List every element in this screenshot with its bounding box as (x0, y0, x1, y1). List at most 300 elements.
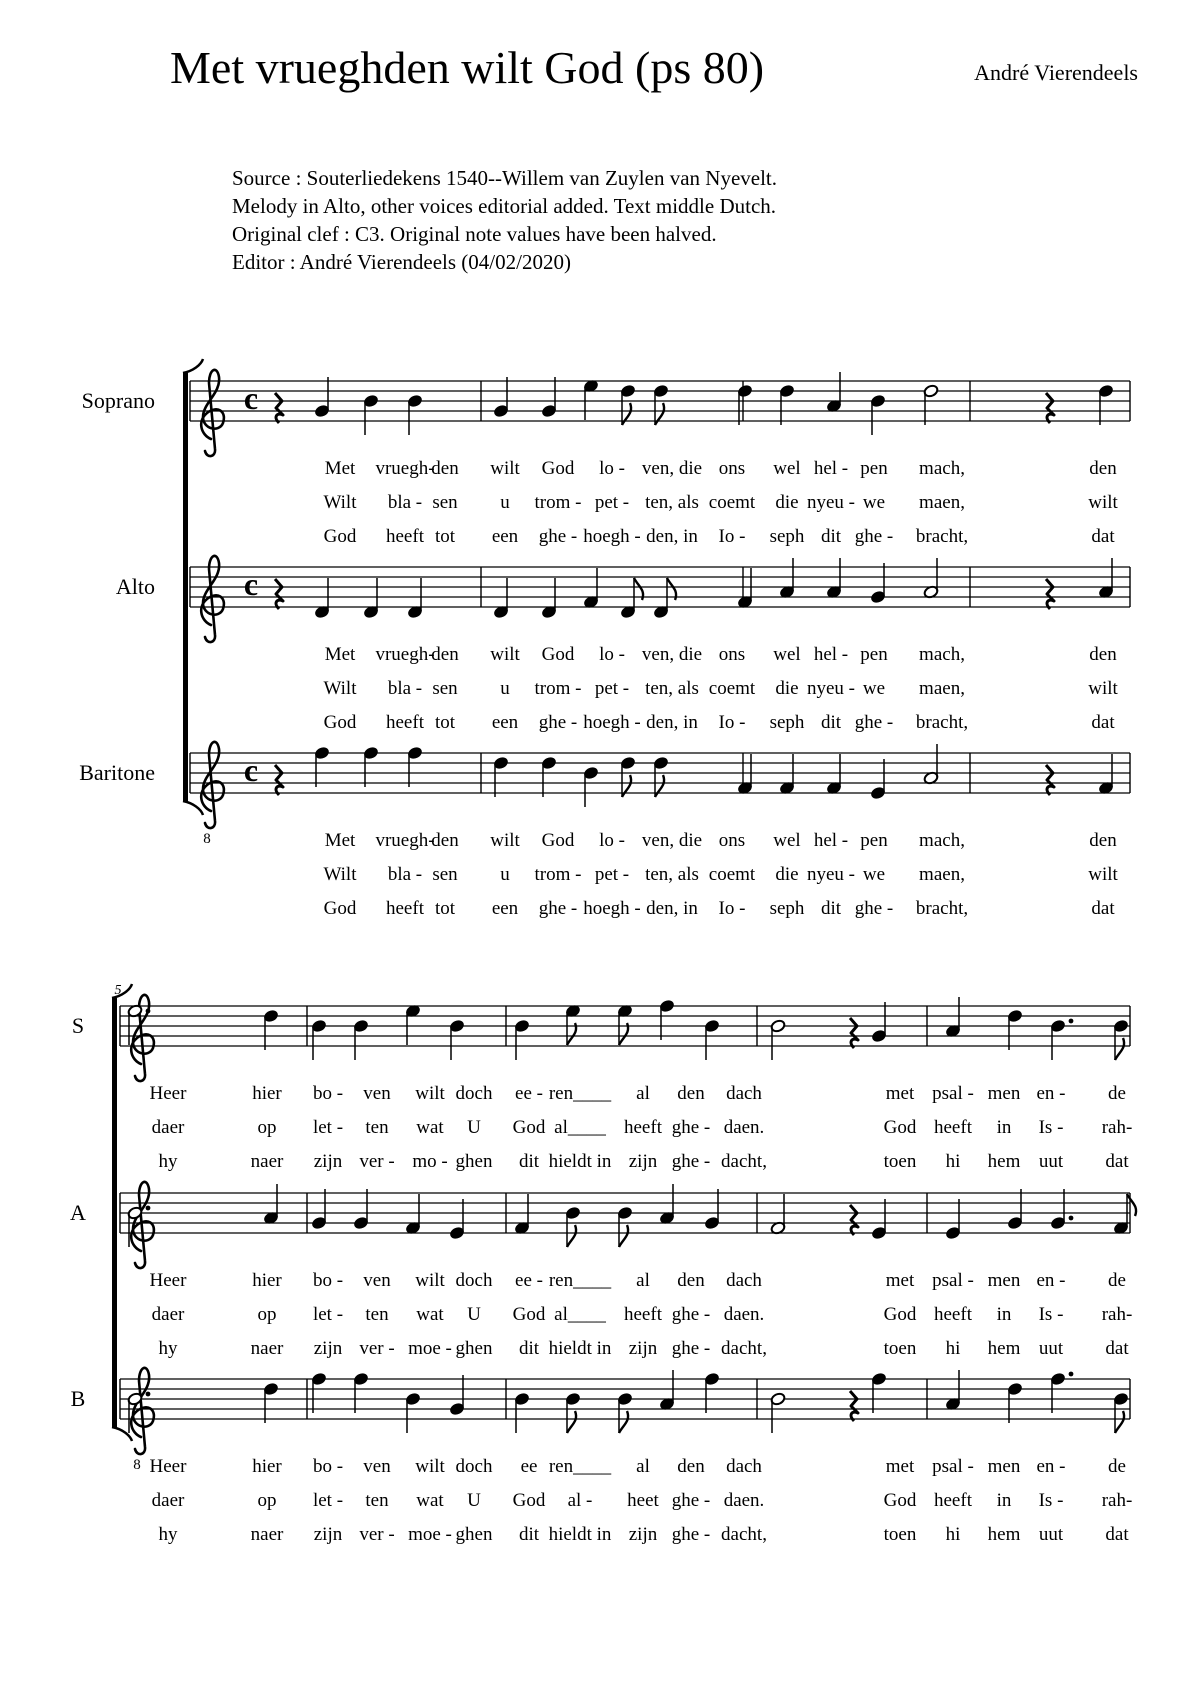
lyric-syllable: ghe - (854, 526, 894, 547)
note-flag (567, 1225, 576, 1247)
lyric-syllable: God (541, 644, 575, 665)
lyric-syllable: ren____ (548, 1270, 612, 1291)
lyric-syllable: al____ (554, 1304, 606, 1325)
lyric-syllable: Heer (149, 1083, 187, 1104)
lyric-syllable: coemt (708, 864, 756, 885)
lyric-syllable: ven, die (641, 830, 703, 851)
lyric-syllable: daer (151, 1490, 185, 1511)
lyric-syllable: trom - (534, 678, 582, 699)
lyric-syllable: God (323, 712, 357, 733)
lyric-syllable: een (491, 898, 519, 919)
lyric-syllable: seph (769, 898, 805, 919)
lyric-syllable: vruegh- (375, 458, 435, 479)
lyric-syllable: psal - (932, 1456, 974, 1477)
lyric-syllable: en - (1036, 1270, 1066, 1291)
note-flag (619, 1225, 628, 1247)
lyric-syllable: hoegh - (583, 898, 641, 919)
lyric-syllable: psal - (932, 1270, 974, 1291)
lyric-syllable: God (883, 1304, 917, 1325)
lyric-syllable: bracht, (915, 898, 969, 919)
lyric-syllable: die (775, 678, 799, 699)
lyric-syllable: wilt (1088, 678, 1118, 699)
lyric-syllable: ons (718, 458, 746, 479)
lyric-syllable: God (541, 458, 575, 479)
lyric-syllable: pen (860, 644, 888, 665)
lyric-syllable: men (987, 1456, 1021, 1477)
lyric-syllable: wel (773, 830, 801, 851)
lyric-syllable: bla - (387, 492, 423, 513)
lyric-syllable: heeft (624, 1304, 662, 1325)
note-flag (1115, 1038, 1124, 1060)
lyric-syllable: dat (1091, 712, 1115, 733)
lyric-syllable: den (677, 1083, 705, 1104)
lyric-syllable: Wilt (323, 864, 357, 885)
augmentation-dot (146, 1206, 151, 1211)
lyric-syllable: let - (312, 1304, 344, 1325)
treble-clef-icon (131, 1368, 154, 1454)
lyric-syllable: tot (434, 526, 456, 547)
lyric-syllable: Io - (718, 526, 746, 547)
lyric-syllable: al____ (554, 1117, 606, 1138)
lyric-syllable: hy (158, 1151, 178, 1172)
lyric-syllable: hy (158, 1524, 178, 1545)
lyric-syllable: mach, (919, 830, 965, 851)
lyric-syllable: doch (455, 1083, 493, 1104)
lyric-syllable: rah- (1101, 1117, 1133, 1138)
lyric-syllable: dit (518, 1151, 540, 1172)
lyric-syllable: moe - (408, 1524, 452, 1545)
augmentation-dot (1069, 1216, 1074, 1221)
lyric-syllable: den (1089, 830, 1117, 851)
lyric-syllable: tot (434, 898, 456, 919)
measure-number: 5 (114, 983, 122, 998)
lyric-syllable: doch (455, 1456, 493, 1477)
staff-label: S (71, 1013, 85, 1038)
augmentation-dot (146, 1009, 151, 1014)
lyric-syllable: hel - (813, 644, 849, 665)
quarter-rest-icon (850, 1018, 858, 1048)
lyric-syllable: U (467, 1117, 481, 1138)
lyric-syllable: in (996, 1490, 1012, 1511)
lyric-syllable: heeft (624, 1117, 662, 1138)
lyric-syllable: ghe - (671, 1151, 711, 1172)
treble-clef-icon (201, 370, 224, 456)
composer-name: André Vierendeels (974, 60, 1138, 85)
octave-mark: 8 (203, 831, 211, 847)
lyric-syllable: toen (883, 1524, 917, 1545)
lyric-syllable: nyeu - (806, 492, 856, 513)
lyric-syllable: we (862, 678, 886, 699)
lyric-syllable: op (257, 1490, 277, 1511)
lyric-syllable: ver - (359, 1151, 395, 1172)
lyric-syllable: hi (945, 1338, 961, 1359)
lyric-syllable: pen (860, 458, 888, 479)
lyric-syllable: die (775, 492, 799, 513)
lyric-syllable: tot (434, 712, 456, 733)
lyric-syllable: God (512, 1490, 546, 1511)
lyric-syllable: ven (363, 1083, 391, 1104)
note-flag (655, 775, 664, 797)
lyric-syllable: psal - (932, 1083, 974, 1104)
lyric-syllable: ghe - (538, 526, 578, 547)
staff-label: Soprano (81, 388, 155, 413)
lyric-syllable: ten (365, 1490, 389, 1511)
lyric-syllable: den (431, 644, 459, 665)
lyric-syllable: ghe - (671, 1490, 711, 1511)
lyric-syllable: ghe - (671, 1338, 711, 1359)
lyric-syllable: toen (883, 1338, 917, 1359)
bracket-hook (183, 801, 203, 815)
lyric-syllable: hieldt in (548, 1524, 612, 1545)
lyric-syllable: ee - (515, 1270, 543, 1291)
lyric-syllable: God (323, 898, 357, 919)
lyric-syllable: dach (726, 1083, 762, 1104)
lyric-syllable: op (257, 1117, 277, 1138)
lyric-syllable: en - (1036, 1456, 1066, 1477)
lyric-syllable: heet (627, 1490, 659, 1511)
note-flag (655, 403, 664, 425)
time-signature: c (243, 752, 259, 788)
lyric-syllable: ren____ (548, 1456, 612, 1477)
lyric-syllable: ee (520, 1456, 538, 1477)
note-flag (619, 1411, 628, 1433)
lyric-syllable: hieldt in (548, 1338, 612, 1359)
lyric-syllable: ghe - (671, 1117, 711, 1138)
quarter-rest-icon (275, 393, 283, 423)
lyric-syllable: sen (432, 492, 458, 513)
lyric-syllable: heeft (934, 1490, 972, 1511)
lyric-syllable: naer (250, 1338, 284, 1359)
lyric-syllable: bla - (387, 678, 423, 699)
lyric-syllable: maen, (919, 678, 965, 699)
lyric-syllable: Heer (149, 1270, 187, 1291)
lyric-syllable: hier (252, 1456, 282, 1477)
lyric-syllable: ver - (359, 1524, 395, 1545)
lyric-syllable: lo - (599, 458, 625, 479)
lyric-syllable: uut (1038, 1524, 1064, 1545)
quarter-rest-icon (1046, 393, 1054, 423)
lyric-syllable: wat (416, 1490, 444, 1511)
lyric-syllable: rah- (1101, 1304, 1133, 1325)
lyric-syllable: sen (432, 864, 458, 885)
lyric-syllable: God (512, 1117, 546, 1138)
lyric-syllable: hier (252, 1083, 282, 1104)
lyric-syllable: in (996, 1304, 1012, 1325)
lyric-syllable: U (467, 1490, 481, 1511)
lyric-syllable: lo - (599, 644, 625, 665)
lyric-syllable: hem (987, 1524, 1021, 1545)
augmentation-dot (1069, 1019, 1074, 1024)
lyric-syllable: ghe - (671, 1524, 711, 1545)
lyric-syllable: hi (945, 1524, 961, 1545)
system-bracket (183, 373, 188, 801)
lyric-syllable: maen, (919, 864, 965, 885)
lyric-syllable: ven (363, 1456, 391, 1477)
lyric-syllable: den (1089, 458, 1117, 479)
lyric-syllable: een (491, 526, 519, 547)
lyric-syllable: dach (726, 1270, 762, 1291)
lyric-syllable: heeft (386, 526, 424, 547)
lyric-syllable: u (500, 492, 510, 513)
lyric-syllable: trom - (534, 492, 582, 513)
system-bracket (112, 998, 117, 1427)
lyric-syllable: ghe - (538, 712, 578, 733)
lyric-syllable: met (885, 1083, 915, 1104)
lyric-syllable: een (491, 712, 519, 733)
augmentation-dot (1069, 1372, 1074, 1377)
lyric-syllable: seph (769, 712, 805, 733)
lyric-syllable: hi (945, 1151, 961, 1172)
lyric-syllable: zijn (628, 1524, 658, 1545)
lyric-syllable: uut (1038, 1151, 1064, 1172)
lyric-syllable: heeft (934, 1304, 972, 1325)
lyric-syllable: wilt (415, 1083, 445, 1104)
lyric-syllable: dit (820, 898, 842, 919)
note-flag (622, 403, 631, 425)
lyric-syllable: bo - (312, 1456, 344, 1477)
lyric-syllable: ee - (515, 1083, 543, 1104)
lyric-syllable: seph (769, 526, 805, 547)
lyric-syllable: hieldt in (548, 1151, 612, 1172)
lyric-syllable: zijn (628, 1151, 658, 1172)
lyric-syllable: de (1108, 1083, 1126, 1104)
bracket-hook (183, 359, 203, 373)
lyric-syllable: God (541, 830, 575, 851)
lyric-syllable: dat (1105, 1151, 1129, 1172)
lyric-syllable: doch (455, 1270, 493, 1291)
lyric-syllable: wel (773, 644, 801, 665)
lyric-syllable: Met (324, 830, 356, 851)
octave-mark: 8 (133, 1457, 141, 1473)
note-flag (1115, 1411, 1124, 1433)
lyric-syllable: den (677, 1456, 705, 1477)
lyric-syllable: zijn (313, 1524, 343, 1545)
lyric-syllable: hoegh - (583, 712, 641, 733)
lyric-syllable: mach, (919, 644, 965, 665)
lyric-syllable: hel - (813, 830, 849, 851)
lyric-syllable: let - (312, 1490, 344, 1511)
augmentation-dot (146, 1392, 151, 1397)
lyric-syllable: trom - (534, 864, 582, 885)
quarter-rest-icon (1046, 765, 1054, 795)
lyric-syllable: den, in (646, 712, 698, 733)
lyric-syllable: Wilt (323, 492, 357, 513)
lyric-syllable: mach, (919, 458, 965, 479)
lyric-syllable: ten (365, 1304, 389, 1325)
lyric-syllable: al - (567, 1490, 593, 1511)
quarter-rest-icon (275, 765, 283, 795)
note-line: Editor : André Vierendeels (04/02/2020) (232, 250, 571, 274)
lyric-syllable: bracht, (915, 526, 969, 547)
lyric-syllable: ghen (455, 1524, 493, 1545)
lyric-syllable: ons (718, 644, 746, 665)
lyric-syllable: dach (726, 1456, 762, 1477)
lyric-syllable: uut (1038, 1338, 1064, 1359)
lyric-syllable: heeft (386, 898, 424, 919)
lyric-syllable: men (987, 1083, 1021, 1104)
lyric-syllable: heeft (934, 1117, 972, 1138)
lyric-syllable: ghe - (854, 898, 894, 919)
lyric-syllable: we (862, 492, 886, 513)
lyric-syllable: rah- (1101, 1490, 1133, 1511)
lyric-syllable: met (885, 1270, 915, 1291)
lyric-syllable: ten, als (645, 864, 699, 885)
treble-clef-icon (131, 1182, 154, 1268)
lyric-syllable: ghen (455, 1151, 493, 1172)
lyric-syllable: hier (252, 1270, 282, 1291)
lyric-syllable: de (1108, 1270, 1126, 1291)
lyric-syllable: wilt (490, 644, 520, 665)
lyric-syllable: Met (324, 458, 356, 479)
lyric-syllable: den (677, 1270, 705, 1291)
lyric-syllable: Is - (1038, 1490, 1064, 1511)
time-signature: c (243, 566, 259, 602)
lyric-syllable: ver - (359, 1338, 395, 1359)
note-flag (567, 1411, 576, 1433)
lyric-syllable: den (431, 830, 459, 851)
lyric-syllable: ghe - (538, 898, 578, 919)
lyric-syllable: den, in (646, 526, 698, 547)
lyric-syllable: pet - (594, 492, 630, 513)
lyric-syllable: toen (883, 1151, 917, 1172)
lyric-syllable: nyeu - (806, 678, 856, 699)
lyric-syllable: den (431, 458, 459, 479)
lyric-syllable: we (862, 864, 886, 885)
note-flag (622, 775, 631, 797)
lyric-syllable: dit (518, 1338, 540, 1359)
lyric-syllable: dit (820, 526, 842, 547)
lyric-syllable: dit (518, 1524, 540, 1545)
lyric-syllable: God (512, 1304, 546, 1325)
lyric-syllable: ven, die (641, 644, 703, 665)
lyric-syllable: Is - (1038, 1304, 1064, 1325)
lyric-syllable: op (257, 1304, 277, 1325)
quarter-rest-icon (1046, 579, 1054, 609)
lyric-syllable: bracht, (915, 712, 969, 733)
lyric-syllable: ren____ (548, 1083, 612, 1104)
lyric-syllable: wat (416, 1117, 444, 1138)
quarter-rest-icon (850, 1205, 858, 1235)
lyric-syllable: pet - (594, 864, 630, 885)
lyric-syllable: dacht, (721, 1524, 767, 1545)
lyric-syllable: ten, als (645, 678, 699, 699)
lyric-syllable: daer (151, 1117, 185, 1138)
lyric-syllable: U (467, 1304, 481, 1325)
lyric-syllable: vruegh- (375, 830, 435, 851)
lyric-syllable: wel (773, 458, 801, 479)
lyric-syllable: coemt (708, 678, 756, 699)
staff-label: B (70, 1386, 86, 1411)
lyric-syllable: al (636, 1083, 650, 1104)
lyric-syllable: Is - (1038, 1117, 1064, 1138)
lyric-syllable: ghe - (854, 712, 894, 733)
lyric-syllable: den (1089, 644, 1117, 665)
lyric-syllable: zijn (628, 1338, 658, 1359)
lyric-syllable: dit (820, 712, 842, 733)
lyric-syllable: God (323, 526, 357, 547)
lyric-syllable: bla - (387, 864, 423, 885)
time-signature: c (243, 380, 259, 416)
lyric-syllable: u (500, 864, 510, 885)
lyric-syllable: pen (860, 830, 888, 851)
quarter-rest-icon (275, 579, 283, 609)
lyric-syllable: wilt (490, 458, 520, 479)
lyric-syllable: ven (363, 1270, 391, 1291)
lyric-syllable: zijn (313, 1151, 343, 1172)
treble-clef-icon (201, 556, 224, 642)
staff-label: Alto (115, 574, 155, 599)
note-line: Source : Souterliedekens 1540--Willem van Zuylen van Nyevelt. (232, 166, 778, 190)
lyric-syllable: ghen (455, 1338, 493, 1359)
lyric-syllable: dat (1105, 1524, 1129, 1545)
lyric-syllable: daen. (723, 1117, 765, 1138)
lyric-syllable: den, in (646, 898, 698, 919)
lyric-syllable: wilt (1088, 864, 1118, 885)
lyric-syllable: pet - (594, 678, 630, 699)
treble-clef-icon (201, 742, 224, 828)
lyric-syllable: hel - (813, 458, 849, 479)
lyric-syllable: dat (1105, 1338, 1129, 1359)
lyric-syllable: wilt (490, 830, 520, 851)
piece-title: Met vrueghden wilt God (ps 80) (170, 42, 765, 93)
lyric-syllable: vruegh- (375, 644, 435, 665)
staff-label: Baritone (79, 760, 155, 785)
lyric-syllable: lo - (599, 830, 625, 851)
lyric-syllable: nyeu - (806, 864, 856, 885)
lyric-syllable: hem (987, 1151, 1021, 1172)
lyric-syllable: hoegh - (583, 526, 641, 547)
lyric-syllable: al (636, 1270, 650, 1291)
lyric-syllable: God (883, 1117, 917, 1138)
lyric-syllable: maen, (919, 492, 965, 513)
lyric-syllable: ten, als (645, 492, 699, 513)
lyric-syllable: men (987, 1270, 1021, 1291)
lyric-syllable: zijn (313, 1338, 343, 1359)
lyric-syllable: Heer (149, 1456, 187, 1477)
lyric-syllable: dacht, (721, 1338, 767, 1359)
lyric-syllable: bo - (312, 1270, 344, 1291)
lyric-syllable: dat (1091, 526, 1115, 547)
lyric-syllable: daen. (723, 1490, 765, 1511)
lyric-syllable: mo - (412, 1151, 448, 1172)
lyric-syllable: bo - (312, 1083, 344, 1104)
lyric-syllable: God (883, 1490, 917, 1511)
lyric-syllable: ven, die (641, 458, 703, 479)
lyric-syllable: ghe - (671, 1304, 711, 1325)
lyric-syllable: Wilt (323, 678, 357, 699)
lyric-syllable: u (500, 678, 510, 699)
lyric-syllable: naer (250, 1151, 284, 1172)
lyric-syllable: wilt (1088, 492, 1118, 513)
lyric-syllable: Met (324, 644, 356, 665)
lyric-syllable: sen (432, 678, 458, 699)
staff-label: A (70, 1200, 86, 1225)
lyric-syllable: ons (718, 830, 746, 851)
lyric-syllable: die (775, 864, 799, 885)
lyric-syllable: al (636, 1456, 650, 1477)
lyric-syllable: dacht, (721, 1151, 767, 1172)
note-line: Melody in Alto, other voices editorial added. Text middle Dutch. (232, 194, 777, 218)
lyric-syllable: Io - (718, 712, 746, 733)
lyric-syllable: daen. (723, 1304, 765, 1325)
lyric-syllable: in (996, 1117, 1012, 1138)
lyric-syllable: hy (158, 1338, 178, 1359)
lyric-syllable: wat (416, 1304, 444, 1325)
lyric-syllable: met (885, 1456, 915, 1477)
lyric-syllable: moe - (408, 1338, 452, 1359)
lyric-syllable: ten (365, 1117, 389, 1138)
lyric-syllable: wilt (415, 1456, 445, 1477)
